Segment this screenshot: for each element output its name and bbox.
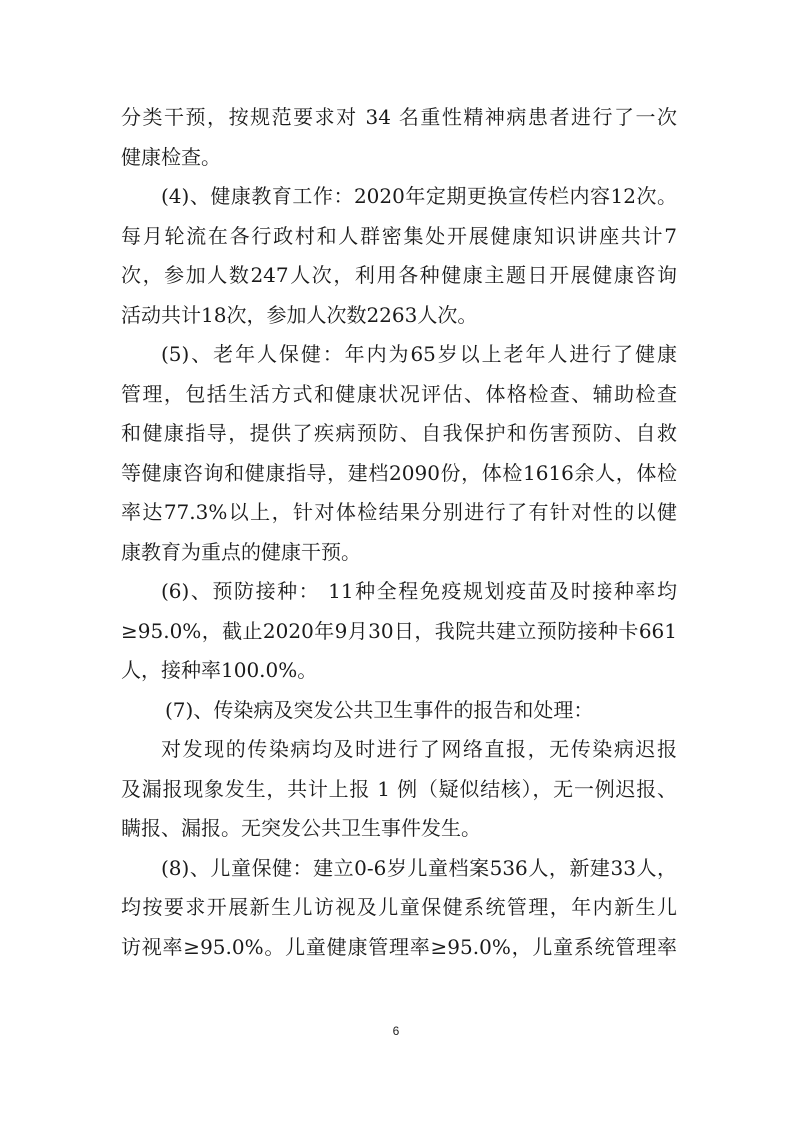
paragraph-heading-health-education: (4)、健康教育工作：2020年定期更换宣传栏内容12次。: [161, 184, 677, 208]
text-line: 率达77.3%以上，针对体检结果分别进行了有针对性的以健: [121, 500, 677, 524]
text-line: 管理，包括生活方式和健康状况评估、体格检查、辅助检查: [121, 381, 677, 406]
paragraph-heading-vaccination: (6)、预防接种： 11种全程免疫规划疫苗及时接种率均: [161, 579, 677, 603]
paragraph-heading-elderly-care: (5)、老年人保健：年内为65岁以上老年人进行了健康: [161, 342, 677, 366]
text-line: ≥95.0%，截止2020年9月30日，我院共建立预防接种卡661: [121, 618, 677, 643]
text-line: 人，接种率100.0%。: [121, 658, 318, 682]
text-line: 分类干预，按规范要求对 34 名重性精神病患者进行了一次: [121, 105, 677, 129]
page-number: 6: [392, 1024, 400, 1038]
paragraph-heading-child-care: (8)、儿童保健：建立0-6岁儿童档案536人，新建33人，: [161, 855, 677, 880]
text-line: 对发现的传染病均及时进行了网络直报，无传染病迟报: [161, 737, 677, 761]
text-line: 访视率≥95.0%。儿童健康管理率≥95.0%，儿童系统管理率: [121, 934, 677, 959]
text-line: 活动共计18次，参加人次数2263人次。: [121, 302, 478, 327]
text-line: 及漏报现象发生，共计上报 1 例（疑似结核），无一例迟报、: [121, 776, 677, 801]
text-line: 均按要求开展新生儿访视及儿童保健系统管理，年内新生儿: [121, 895, 677, 919]
text-line: 和健康指导，提供了疾病预防、自我保护和伤害预防、自救: [121, 421, 677, 445]
text-line: 每月轮流在各行政村和人群密集处开展健康知识讲座共计7: [121, 223, 677, 248]
text-line: 健康检查。: [121, 144, 221, 169]
document-body: [121, 98, 677, 967]
text-line: 等健康咨询和健康指导，建档2090份，体检1616余人，体检: [121, 460, 677, 485]
text-line: 康教育为重点的健康干预。: [121, 539, 361, 564]
paragraph-heading-infectious-disease: (7)、传染病及突发公共卫生事件的报告和处理：: [165, 697, 594, 722]
text-line: 瞒报、漏报。无突发公共卫生事件发生。: [121, 816, 481, 840]
text-line: 次，参加人数247人次，利用各种健康主题日开展健康咨询: [121, 263, 677, 287]
